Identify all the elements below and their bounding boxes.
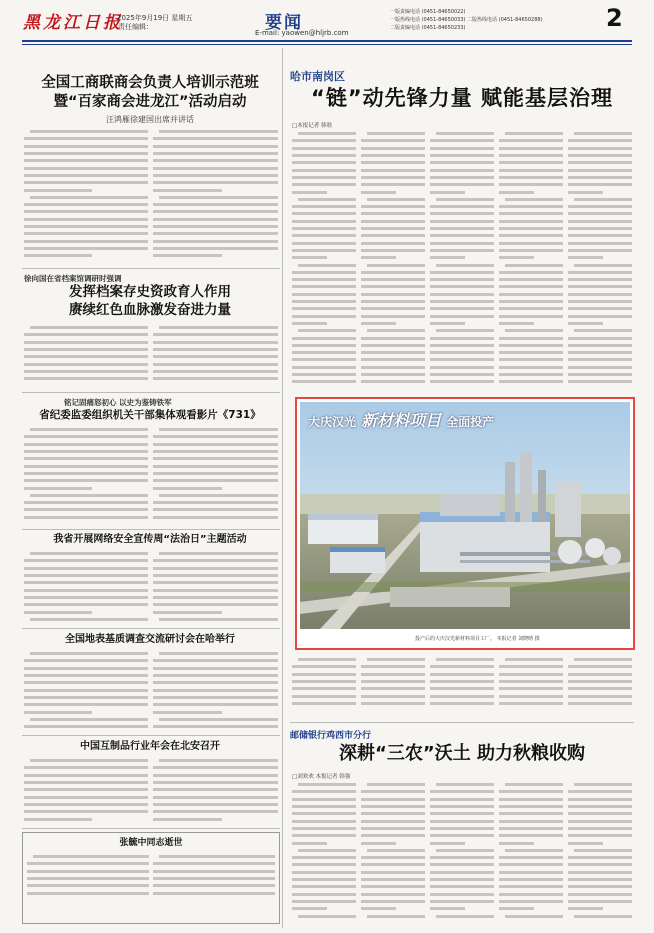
page-number: 2 [606,4,623,32]
header-rule-thin [22,44,632,45]
article-byline: □刘欢欢 本报记者 韩强 [292,774,351,780]
article-divider [22,628,280,629]
article-body-column [24,550,148,625]
article-divider [22,828,280,829]
article-body-column [499,781,563,926]
article-body-column [499,656,563,714]
photo-caption: 投产后的大庆汉光新材料项目工厂。 本报记者 刘晓晴 摄 [415,636,540,642]
article-body-column [430,781,494,926]
header-rule [22,40,632,42]
article-title: 全国地表基质调查交流研讨会在哈举行 [65,634,235,645]
article-title: 中国互制品行业年会在北安召开 [80,741,220,752]
article-body-column [153,757,278,825]
article-body-column [499,130,563,390]
contact-line: 一版热线电话 (0451-84650033) 二版热线电话 (0451-84650288) [390,17,543,23]
contact-info [390,8,600,32]
article-body-column [361,130,425,390]
article-divider [22,392,280,393]
article-body-column [153,853,275,903]
article-body-column [568,130,632,390]
contact-line: 一版责编电话 (0451-84650022) [390,9,466,15]
article-divider [290,722,634,723]
article-title: 我省开展网络安全宣传周“法治日”主题活动 [53,534,247,545]
photo-headline-c: 全面投产 [446,415,495,429]
factory-photo [300,402,630,629]
article-body-column [153,128,278,266]
column-divider [282,48,283,928]
article-body-column [24,650,148,732]
article-title: 全国工商联商会负责人培训示范班 [41,75,259,91]
article-divider [22,529,280,530]
article-kicker: 铭记固痛怒初心 以史为鉴铸铁军 [64,398,172,407]
article-obituary [22,832,280,924]
article-kicker: 徐向国在省档案馆调研时强调 [24,274,122,283]
article-body-column [153,426,278,526]
photo-headline-a: 大庆汉光 [308,415,357,429]
article-body-column [361,656,425,714]
article-body-column [153,550,278,625]
article-body-column [153,650,278,732]
article-body-column [430,656,494,714]
article-body-column [24,324,148,389]
photo-headline [308,408,494,431]
article-kicker: 哈市南岗区 [290,70,345,83]
article-body-column [292,781,356,926]
article-title: 省纪委监委组织机关干部集体观看影片《731》 [39,409,261,421]
section-title: 要闻 [265,13,303,33]
issue-date: 2025年9月19日 星期五 [117,14,193,22]
article-body-column [27,853,149,903]
article-body-column [292,130,356,390]
contact-line: 二版责编电话 (0451-84650233) [390,25,466,31]
factory-photo-illustration [300,402,630,629]
article-body-column [153,324,278,389]
article-body-column [24,757,148,825]
article-kicker: 邮储银行鸡西市分行 [290,731,372,741]
editor-label: 责任编辑： [118,23,153,31]
article-byline: □本报记者 韩晗 [292,123,332,129]
article-divider [22,735,280,736]
featured-photo-box [295,397,635,650]
article-body-column [24,128,148,266]
article-body-column [361,781,425,926]
article-body-column [292,656,356,714]
article-title: 深耕“三农”沃土 助力秋粮收购 [339,743,585,764]
article-title: 暨“百家商会进龙江”活动启动 [53,94,247,110]
article-body-column [430,130,494,390]
section-email: E-mail: yaowen@hljrb.com [255,29,349,37]
article-body-column [568,656,632,714]
masthead [0,0,654,60]
article-body-column [24,426,148,526]
article-title: 张毓中同志逝世 [119,838,183,848]
article-subtitle: 汪鸿雁徐建国出席并讲话 [106,115,194,124]
newspaper-logo: 黑龙江日报 [23,13,123,33]
article-body-column [568,781,632,926]
article-title: “链”动先锋力量 赋能基层治理 [311,86,613,110]
article-title: 发挥档案存史资政育人作用 [69,284,231,300]
photo-headline-b: 新材料项目 [361,411,442,430]
article-divider [22,268,280,269]
article-title: 赓续红色血脉激发奋进力量 [69,302,231,318]
